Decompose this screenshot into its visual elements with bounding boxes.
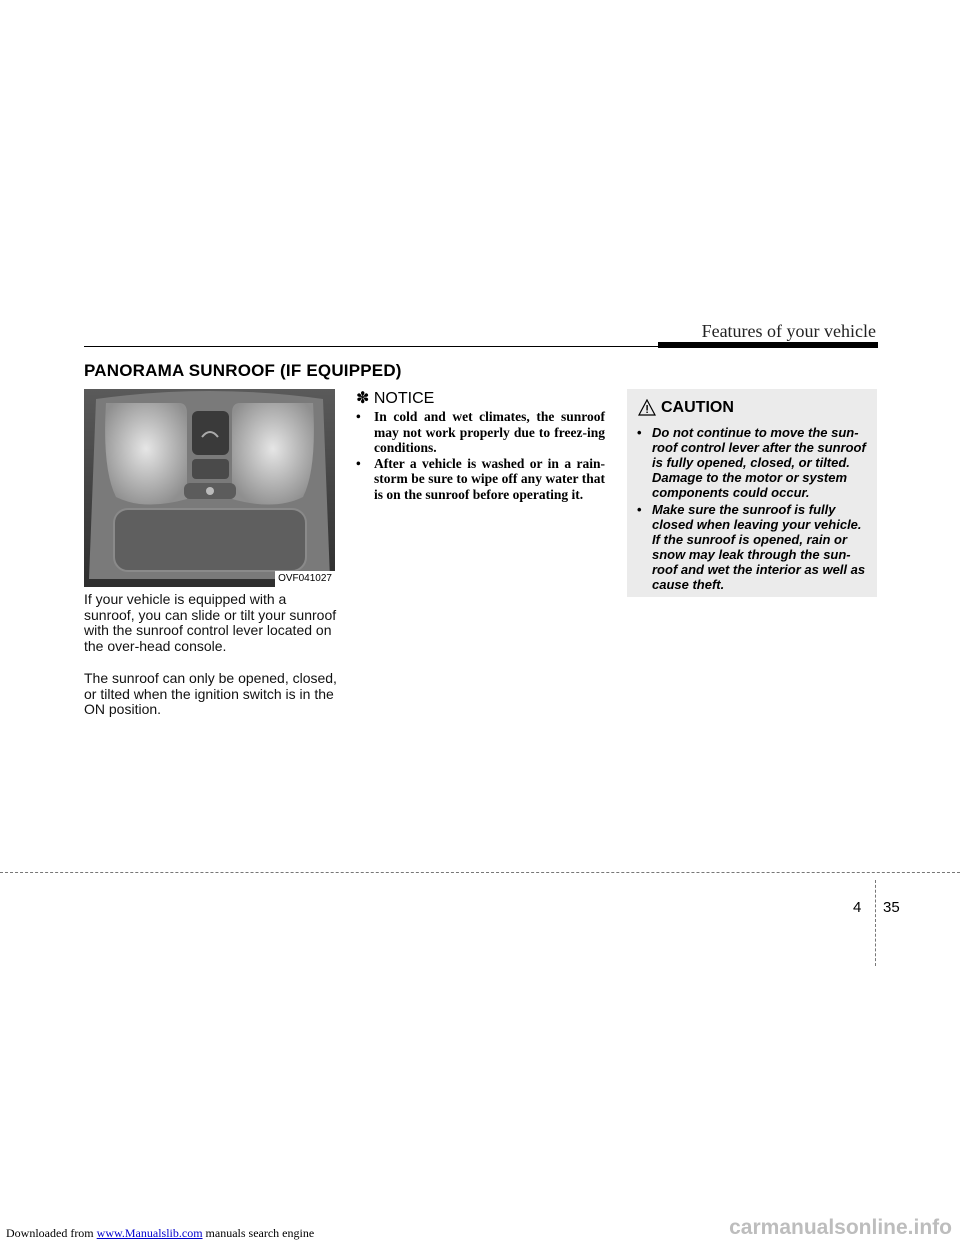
header-rule-accent bbox=[658, 342, 878, 348]
overhead-console-figure bbox=[84, 389, 335, 587]
chapter-number: 4 bbox=[853, 899, 862, 916]
body-paragraph: If your vehicle is equipped with a sunroof, you can slide or tilt your sunroof with the sunroof control lever located on the over-head console. bbox=[84, 591, 337, 654]
page-title: PANORAMA SUNROOF (IF EQUIPPED) bbox=[84, 361, 402, 380]
figure-caption: OVF041027 bbox=[275, 571, 335, 587]
notice-title: NOTICE bbox=[373, 390, 435, 407]
list-item: • Make sure the sunroof is fully closed when leaving your vehicle. If the sunroof is opened, rain or snow may leak through the sun-roof and wet the interior as well as cause theft. bbox=[637, 502, 866, 592]
body-paragraph: The sunroof can only be opened, closed, or tilted when the ignition switch is in the ON position. bbox=[84, 670, 337, 717]
caution-title: CAUTION bbox=[661, 399, 734, 416]
caution-box bbox=[627, 389, 877, 597]
footer-divider bbox=[0, 872, 960, 873]
watermark: carmanualsonline.info bbox=[729, 1216, 952, 1239]
notice-icon: ✽ bbox=[356, 390, 370, 407]
manualslib-link[interactable]: www.Manualslib.com bbox=[96, 1226, 203, 1240]
bullet-icon: • bbox=[356, 409, 361, 424]
page-number: 35 bbox=[883, 899, 900, 916]
bullet-icon: • bbox=[637, 502, 642, 517]
notice-list bbox=[356, 409, 605, 502]
overhead-console-illustration bbox=[84, 389, 335, 587]
warning-triangle-icon bbox=[638, 399, 656, 416]
caution-list bbox=[637, 425, 869, 594]
bullet-icon: • bbox=[637, 425, 642, 440]
bullet-icon: • bbox=[356, 455, 361, 471]
list-item: • Do not continue to move the sun-roof control lever after the sunroof is fully opened, closed, or tilted. Damage to the motor or system components could occur. bbox=[637, 425, 866, 500]
list-item: • After a vehicle is washed or in a rain-storm be sure to wipe off any water that is on the sunroof before operating it. bbox=[356, 455, 605, 502]
list-item: • In cold and wet climates, the sunroof may not work properly due to freez-ing conditions. bbox=[356, 409, 605, 455]
page-number-divider bbox=[875, 880, 876, 966]
download-credit: Downloaded from www.Manualslib.com manuals search engine bbox=[6, 1226, 315, 1240]
running-header: Features of your vehicle bbox=[701, 321, 876, 341]
notice-heading bbox=[356, 388, 434, 408]
